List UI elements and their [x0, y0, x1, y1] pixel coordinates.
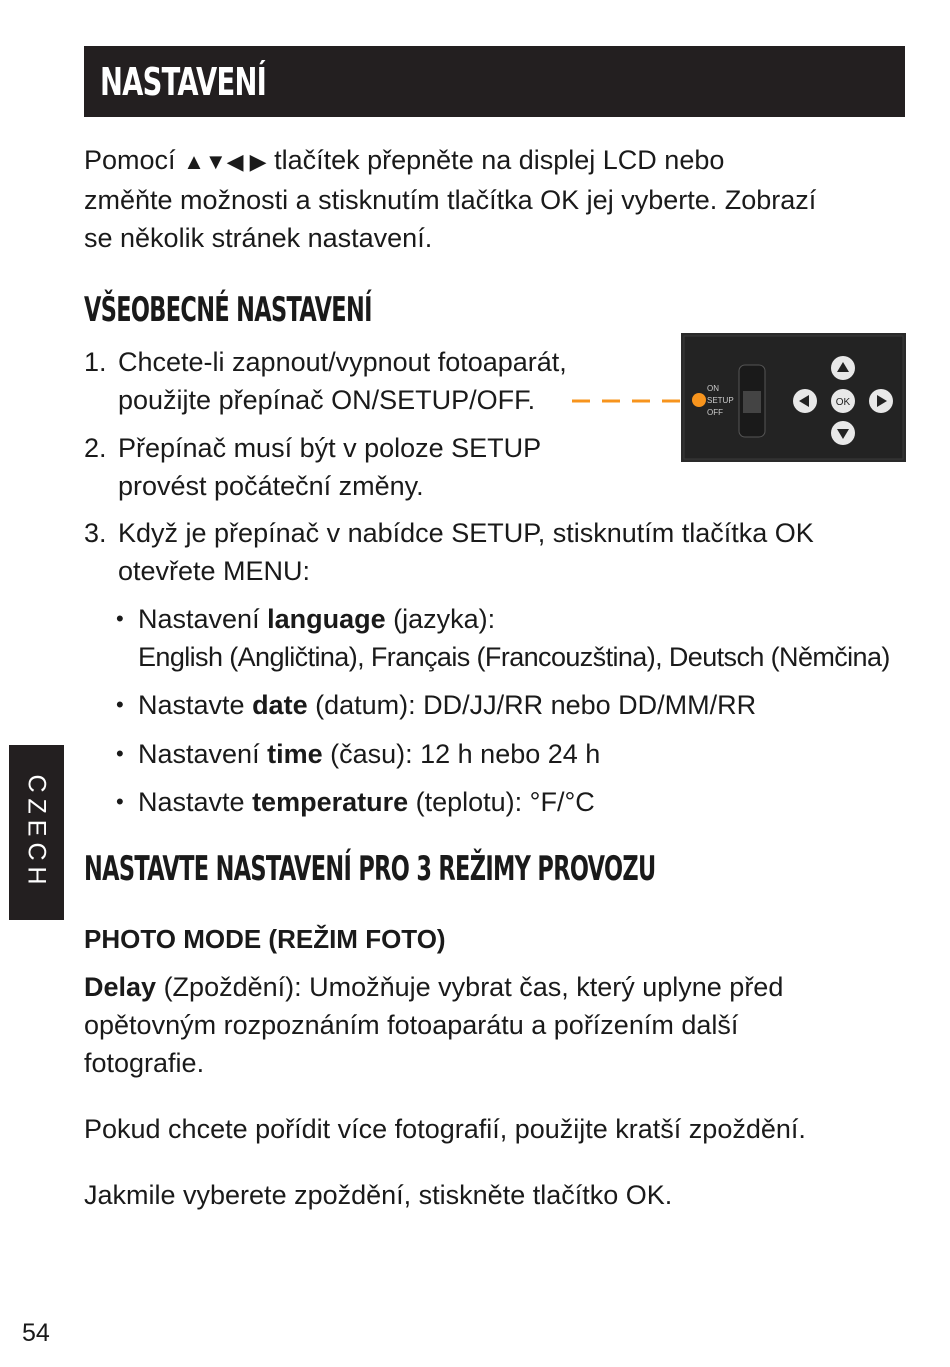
- bullet-text: (datum): DD/JJ/RR nebo DD/MM/RR: [307, 690, 757, 720]
- language-options: English (Angličtina), Français (Francouzština), Deutsch (Němčina): [138, 642, 890, 672]
- bullet-keyword: language: [267, 604, 386, 634]
- list-item-line1: Když je přepínač v nabídce SETUP, stisknutím tlačítka OK: [118, 518, 814, 548]
- bullet-icon: •: [116, 692, 124, 717]
- bullet-text: Nastavení: [138, 604, 268, 634]
- intro-line1: tlačítek přepněte na displej LCD nebo: [274, 145, 725, 175]
- switch-label-off: OFF: [707, 408, 723, 417]
- intro-line2: změňte možnosti a stisknutím tlačítka OK jej vyberte. Zobrazí: [84, 185, 817, 215]
- photo-mode-subheading: PHOTO MODE (REŽIM FOTO): [84, 924, 446, 954]
- ok-label: OK: [835, 397, 851, 408]
- list-number: 3.: [84, 518, 107, 548]
- bullet-text: Nastavte: [138, 690, 253, 720]
- title-bar: [84, 46, 905, 117]
- switch-label-on: ON: [707, 384, 719, 393]
- bullet-icon: •: [116, 789, 124, 814]
- section-heading-general: VŠEOBECNÉ NASTAVENÍ: [84, 290, 372, 330]
- page-number: 54: [22, 1319, 50, 1347]
- bullet-text: (teplotu): °F/°C: [408, 787, 595, 817]
- list-item-line1: Přepínač musí být v poloze SETUP: [118, 433, 542, 463]
- intro-prefix: Pomocí: [84, 145, 176, 175]
- delay-line3: fotografie.: [84, 1048, 205, 1078]
- list-item-line2: otevřete MENU:: [118, 556, 311, 586]
- bullet-icon: •: [116, 741, 124, 766]
- side-tab-label: CZECH: [23, 774, 52, 891]
- pointer-line: [572, 399, 682, 403]
- bullet-keyword: date: [252, 690, 308, 720]
- bullet-icon: •: [116, 606, 124, 631]
- section-heading-modes: NASTAVTE NASTAVENÍ PRO 3 REŽIMY PROVOZU: [84, 849, 656, 889]
- bullet-text: Nastavení: [138, 739, 268, 769]
- language-side-tab: [9, 745, 64, 920]
- list-item-line2: provést počáteční změny.: [118, 471, 424, 501]
- delay-line1: (Zpoždění): Umožňuje vybrat čas, který uplyne před: [156, 972, 784, 1002]
- list-number: 1.: [84, 347, 107, 377]
- arrow-keys-icon: ▲▼◀ ▶: [183, 149, 267, 174]
- delay-line2: opětovným rozpoznáním fotoaparátu a pořízením další: [84, 1010, 739, 1040]
- delay-keyword: Delay: [84, 972, 157, 1002]
- paragraph-shorter-delay: Pokud chcete pořídit více fotografií, použijte kratší zpoždění.: [84, 1114, 806, 1144]
- bullet-text: Nastavte: [138, 787, 253, 817]
- page-title: NASTAVENÍ: [100, 59, 267, 104]
- camera-controls-image: [681, 333, 906, 462]
- bullet-keyword: time: [267, 739, 323, 769]
- bullet-keyword: temperature: [252, 787, 409, 817]
- list-item-line2: použijte přepínač ON/SETUP/OFF.: [118, 385, 536, 415]
- intro-paragraph: [84, 141, 816, 257]
- bullet-text: (jazyka):: [385, 604, 496, 634]
- list-item-line1: Chcete-li zapnout/vypnout fotoaparát,: [118, 347, 567, 377]
- switch-label-setup: SETUP: [707, 396, 734, 405]
- list-number: 2.: [84, 433, 107, 463]
- bullet-text: (času): 12 h nebo 24 h: [322, 739, 601, 769]
- paragraph-confirm: Jakmile vyberete zpoždění, stiskněte tlačítko OK.: [84, 1180, 673, 1210]
- switch-marker-icon: [692, 393, 706, 407]
- intro-line3: se několik stránek nastavení.: [84, 223, 433, 253]
- delay-paragraph: [84, 968, 783, 1082]
